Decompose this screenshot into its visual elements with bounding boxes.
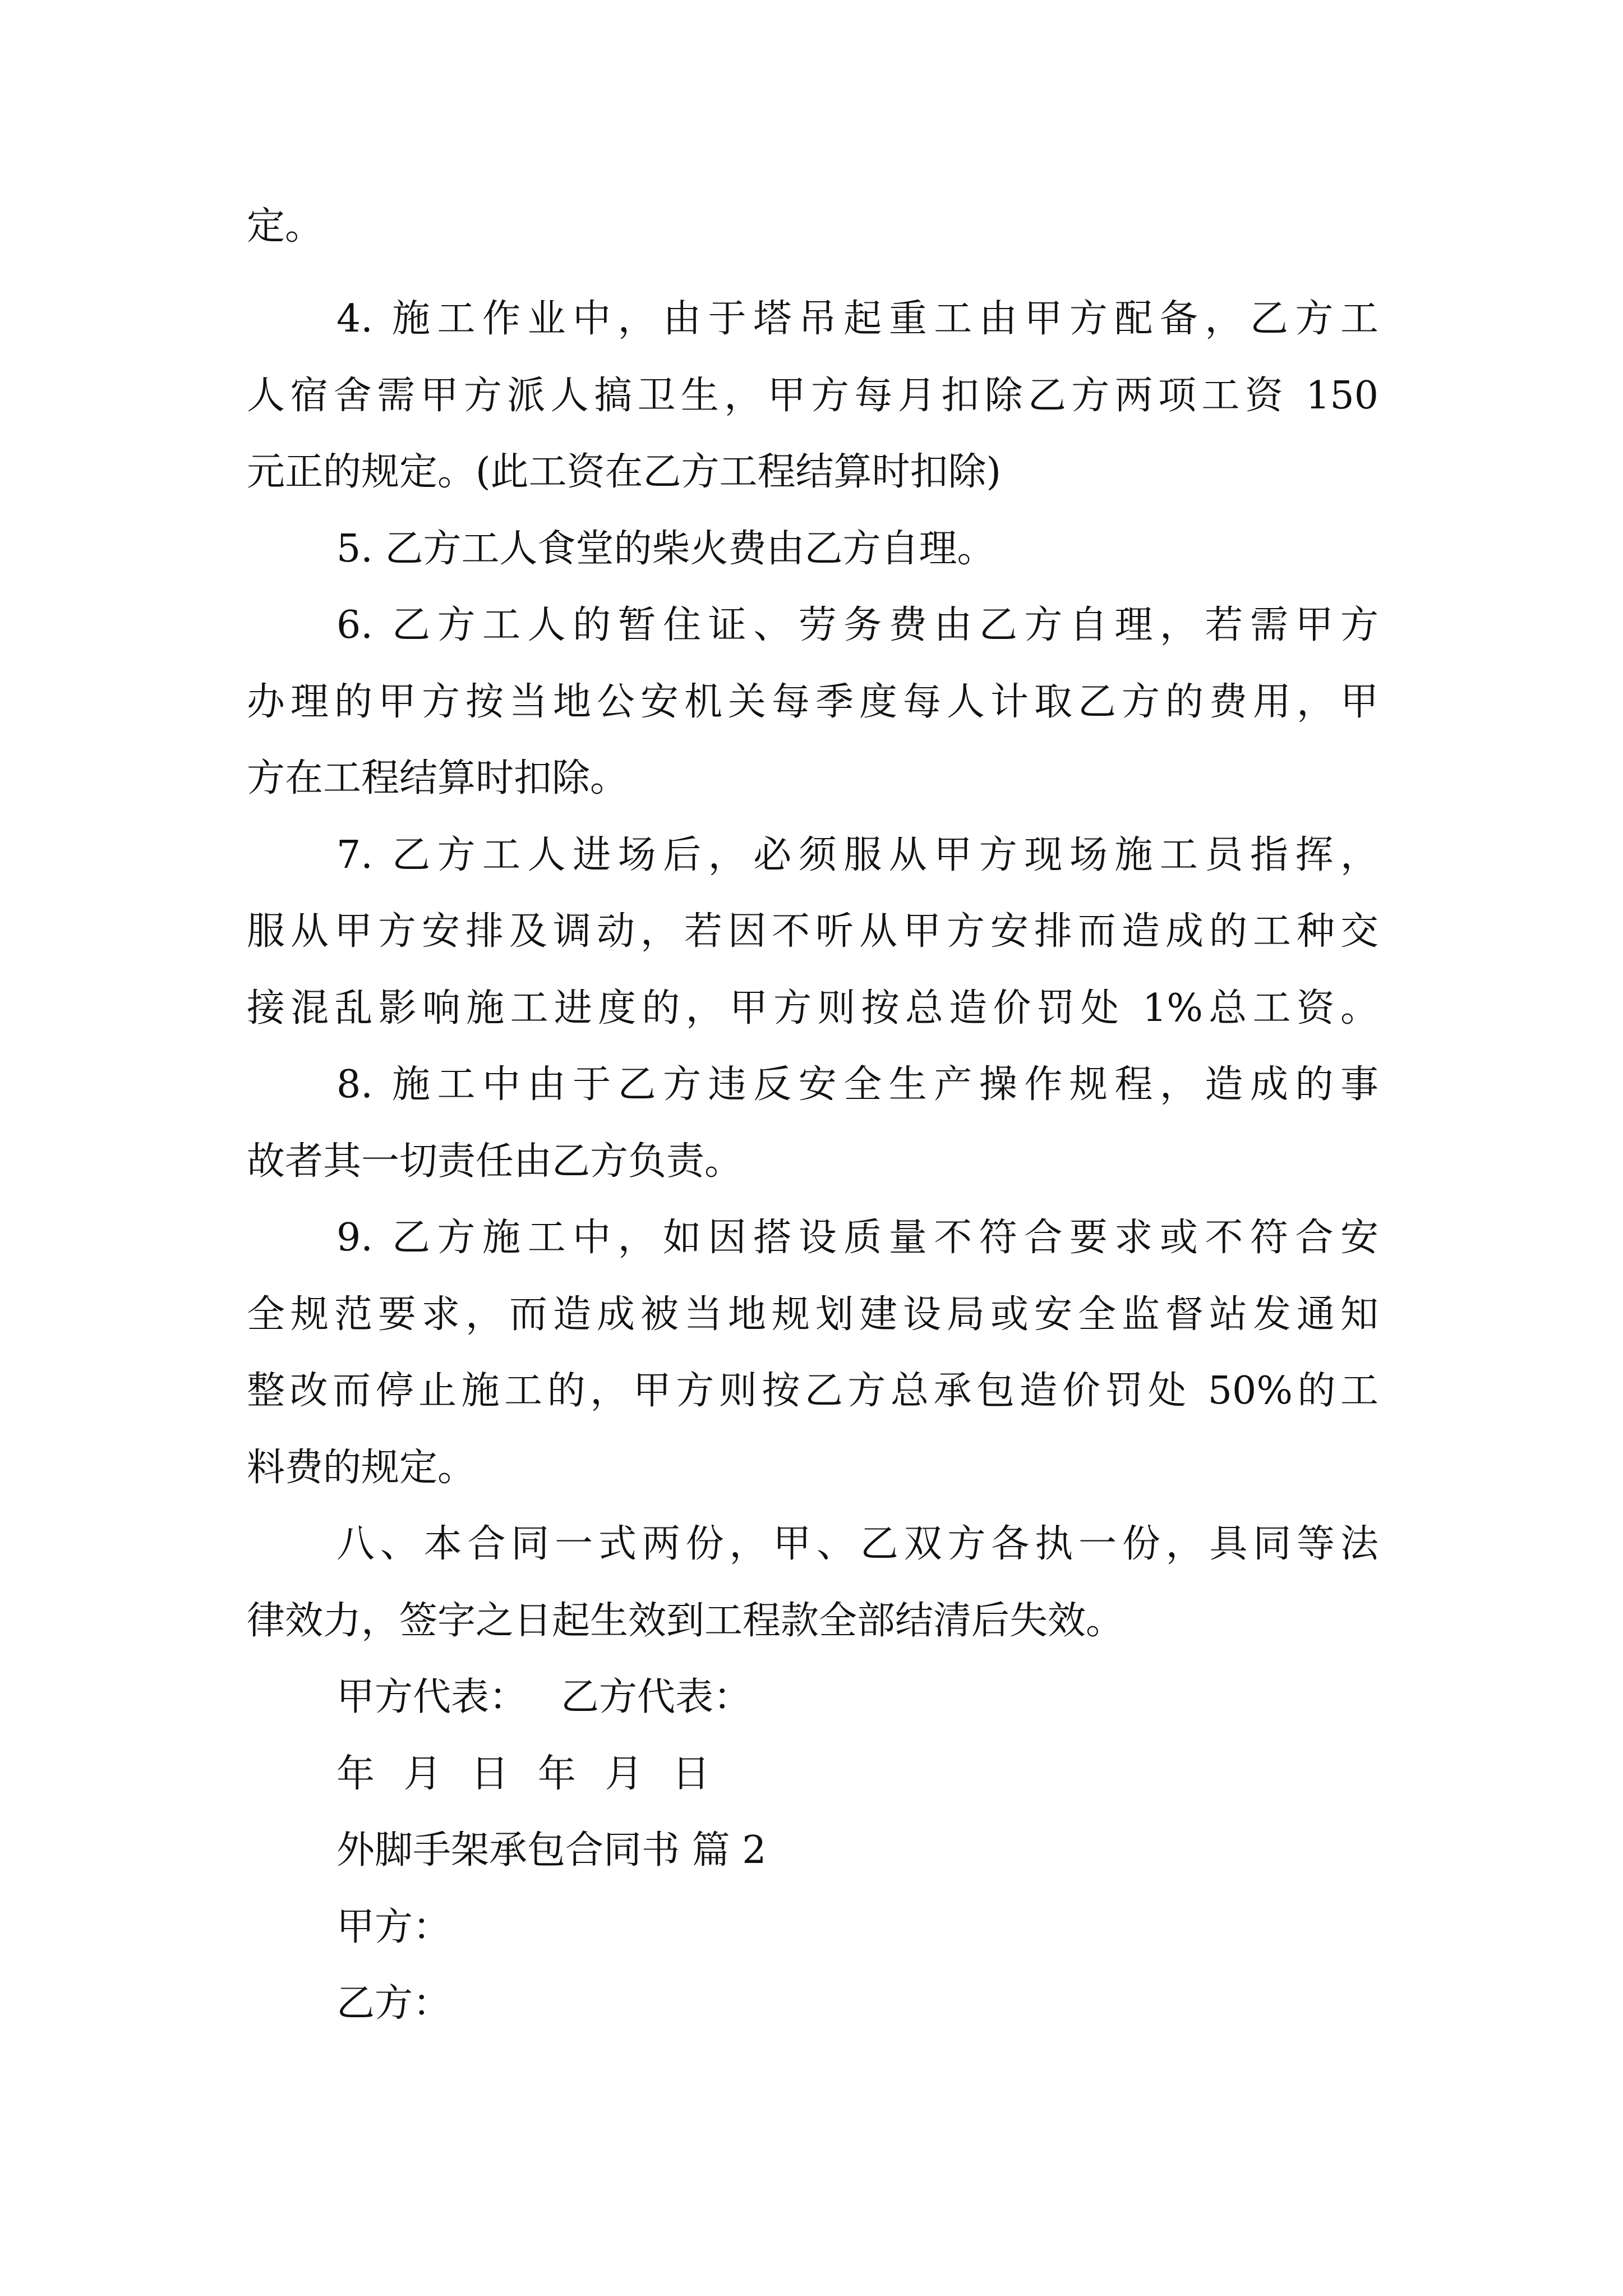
clause-5: 5. 乙方工人食堂的柴火费由乙方自理。 [336,527,995,571]
clause-9-line-3: 整改而停止施工的，甲方则按乙方总承包造价罚处 50%的工 [247,1369,1378,1413]
clause-6-line-1: 6. 乙方工人的暂住证、劳务费由乙方自理，若需甲方 [336,603,1378,647]
clause-9-line-1: 9. 乙方施工中，如因搭设质量不符合要求或不符合安 [336,1216,1378,1260]
clause-7-line-2: 服从甲方安排及调动，若因不听从甲方安排而造成的工种交 [247,909,1378,954]
clause-9-line-2: 全规范要求，而造成被当地规划建设局或安全监督站发通知 [247,1292,1378,1337]
party-b-label: 乙方： [336,1981,451,2026]
clause-4-line-1: 4. 施工作业中，由于塔吊起重工由甲方配备，乙方工 [336,297,1378,341]
party-a-label: 甲方： [336,1905,451,1949]
section-2-title: 外脚手架承包合同书 篇 2 [336,1828,767,1872]
clause-8-line-2: 故者其一切责任由乙方负责。 [247,1139,743,1184]
clause-6-line-3: 方在工程结算时扣除。 [247,756,629,800]
party-a-rep-label: 甲方代表： [336,1675,528,1719]
clause-7-line-1: 7. 乙方工人进场后，必须服从甲方现场施工员指挥， [336,833,1378,877]
clause-8-line-1: 8. 施工中由于乙方违反安全生产操作规程，造成的事 [336,1062,1378,1107]
article-8-line-1: 八、本合同一式两份，甲、乙双方各执一份，具同等法 [336,1522,1378,1566]
clause-7-line-3: 接混乱影响施工进度的，甲方则按总造价罚处 1%总工资。 [247,986,1378,1030]
clause-4-line-2: 人宿舍需甲方派人搞卫生，甲方每月扣除乙方两项工资 150 [247,374,1378,418]
clause-9-line-4: 料费的规定。 [247,1446,476,1490]
paragraph-line: 定。 [247,204,324,249]
clause-6-line-2: 办理的甲方按当地公安机关每季度每人计取乙方的费用，甲 [247,680,1378,724]
party-b-rep-label: 乙方代表： [561,1675,752,1719]
clause-4-line-3: 元正的规定。(此工资在乙方工程结算时扣除) [247,450,1002,494]
article-8-line-2: 律效力，签字之日起生效到工程款全部结清后失效。 [247,1599,1124,1643]
signature-date-line: 年 月 日 年 月 日 [336,1752,711,1796]
signature-representatives [336,1675,752,1719]
